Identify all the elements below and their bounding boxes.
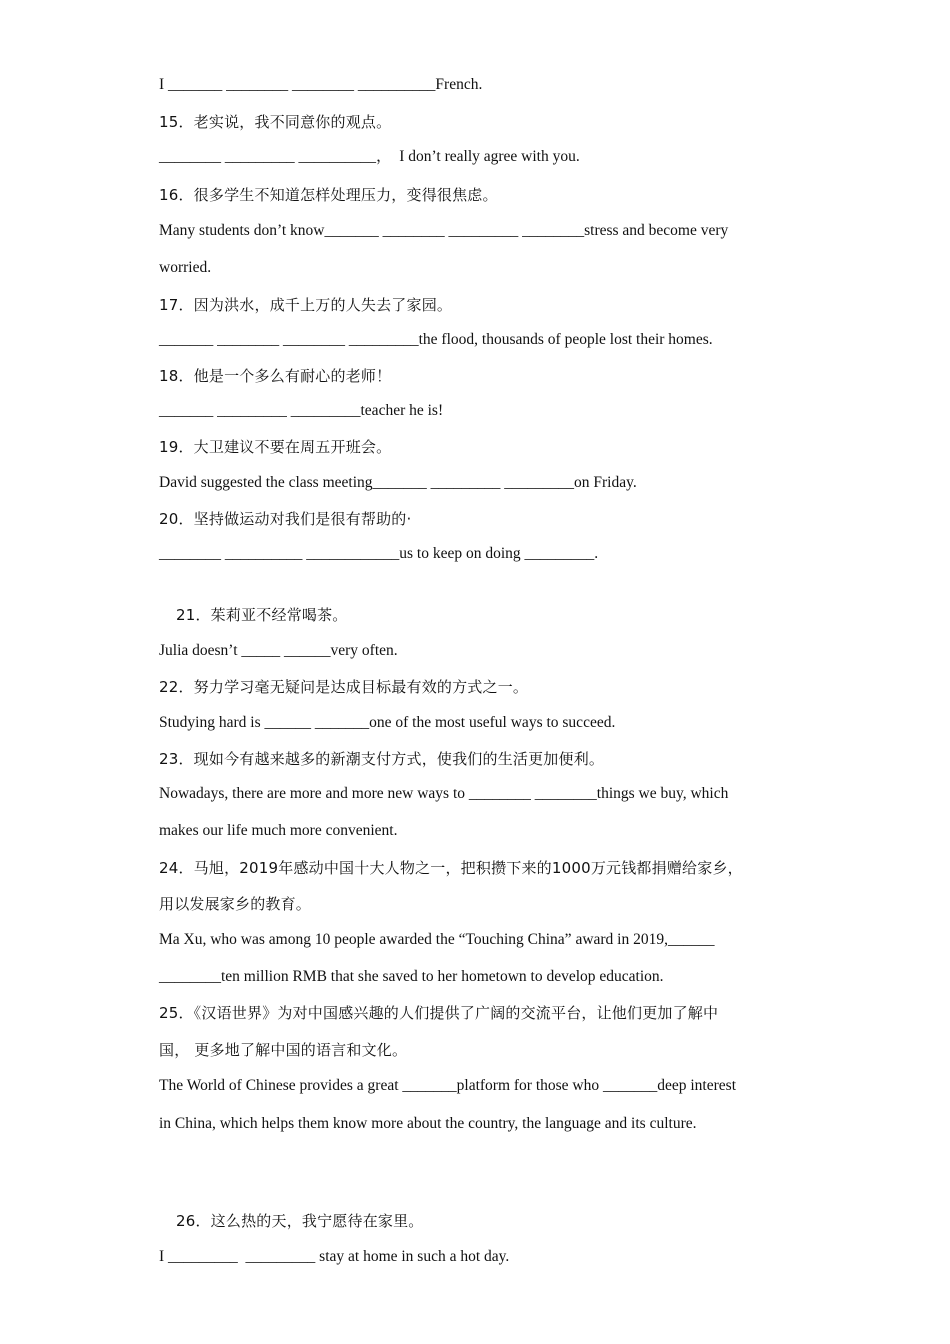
q15-chinese-prompt: 15．老实说，我不同意你的观点。: [159, 113, 392, 131]
q24-english-line: Ma Xu, who was among 10 people awarded the “Touching China” award in 2019,______: [159, 931, 715, 948]
q16-chinese-prompt: 16．很多学生不知道怎样处理压力，变得很焦虑。: [159, 186, 498, 204]
q19-chinese-prompt: 19．大卫建议不要在周五开班会。: [159, 438, 392, 456]
q24-chinese-prompt: 24．马旭，2019年感动中国十大人物之一，把积攒下来的1000万元钱都捐赠给家乡，: [159, 859, 743, 877]
q22-chinese-prompt: 22．努力学习毫无疑问是达成目标最有效的方式之一。: [159, 678, 529, 696]
q20-chinese-prompt: 20．坚持做运动对我们是很有帮助的·: [159, 510, 412, 528]
q25-english-line-cont: in China, which helps them know more about the country, the language and its culture.: [159, 1115, 697, 1132]
q14-english-line: I _______ ________ ________ __________French.: [159, 76, 483, 93]
q25-chinese-prompt: 25．《汉语世界》为对中国感兴趣的人们提供了广阔的交流平台，让他们更加了解中: [159, 1004, 719, 1022]
q23-chinese-prompt: 23．现如今有越来越多的新潮支付方式，使我们的生活更加便利。: [159, 750, 605, 768]
q24-chinese-prompt-cont: 用以发展家乡的教育。: [159, 895, 312, 913]
q25-chinese-prompt-cont: 国， 更多地了解中国的语言和文化。: [159, 1041, 408, 1059]
q21-chinese-prompt: 21．茱莉亚不经常喝茶。: [176, 606, 348, 624]
q21-english-line: Julia doesn’t _____ ______very often.: [159, 642, 398, 659]
q22-english-line: Studying hard is ______ _______one of the most useful ways to succeed.: [159, 714, 616, 731]
q20-english-line: ________ __________ ____________us to keep on doing _________.: [159, 545, 599, 562]
q17-chinese-prompt: 17．因为洪水，成千上万的人失去了家园。: [159, 296, 453, 314]
q25-english-line: The World of Chinese provides a great _______platform for those who _______deep interest: [159, 1077, 736, 1094]
q24-english-line-cont: ________ten million RMB that she saved to her hometown to develop education.: [159, 968, 664, 985]
q23-english-line: Nowadays, there are more and more new ways to ________ ________things we buy, which: [159, 785, 729, 802]
q17-english-line: _______ ________ ________ _________the flood, thousands of people lost their homes.: [159, 331, 713, 348]
q16-english-line-cont: worried.: [159, 259, 212, 276]
q19-english-line: David suggested the class meeting_______ _________ _________on Friday.: [159, 474, 637, 491]
q26-chinese-prompt: 26．这么热的天，我宁愿待在家里。: [176, 1212, 424, 1230]
q23-english-line-cont: makes our life much more convenient.: [159, 822, 398, 839]
q18-english-line: _______ _________ _________teacher he is!: [159, 402, 444, 419]
q26-english-line: I _________ _________ stay at home in such a hot day.: [159, 1248, 510, 1265]
q15-english-line: ________ _________ __________， I don’t really agree with you.: [159, 148, 580, 165]
q18-chinese-prompt: 18．他是一个多么有耐心的老师！: [159, 367, 392, 385]
q16-english-line: Many students don’t know_______ ________ _________ ________stress and become very: [159, 222, 729, 239]
